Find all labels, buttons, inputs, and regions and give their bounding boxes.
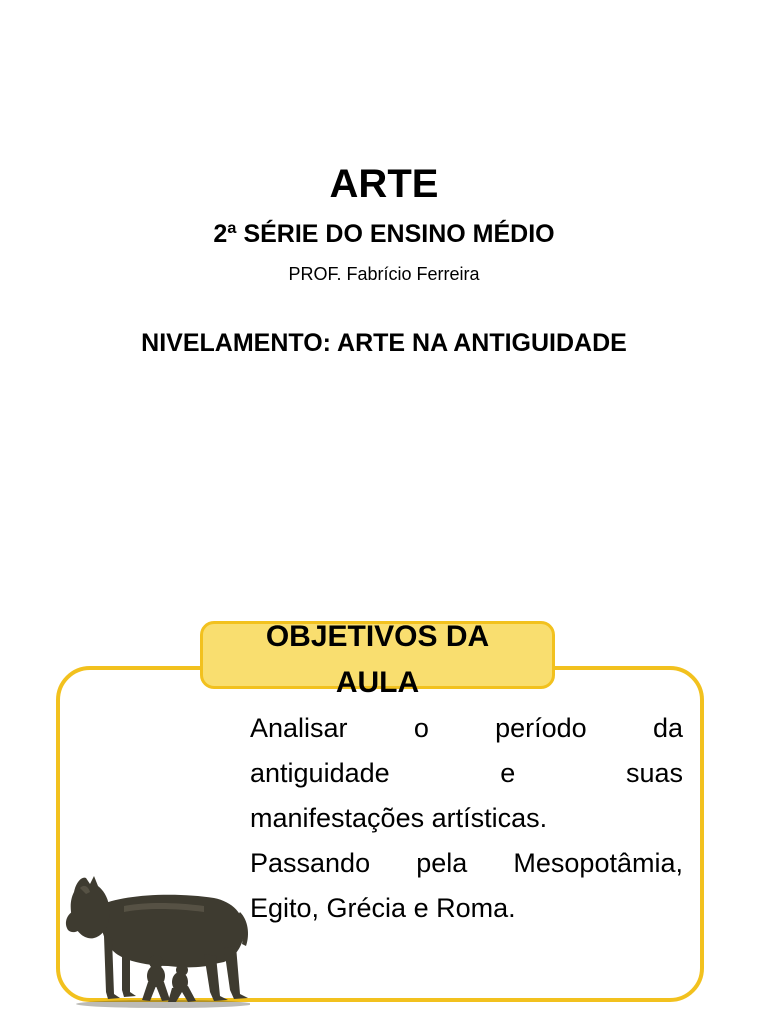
grade-subtitle: 2ª SÉRIE DO ENSINO MÉDIO [213, 220, 555, 248]
objectives-text [250, 706, 683, 931]
teacher-name: PROF. Fabrício Ferreira [288, 264, 480, 284]
topic-heading: NIVELAMENTO: ARTE NA ANTIGUIDADE [141, 329, 627, 357]
objectives-line-1: Analisar o período da [250, 713, 683, 743]
objectives-heading [200, 614, 555, 706]
page-title: ARTE [329, 162, 439, 206]
objectives-line-5: Egito, Grécia e Roma. [250, 893, 516, 923]
objectives-heading-line-2: AULA [335, 666, 420, 699]
objectives-line-2: antiguidade e suas [250, 758, 683, 788]
capitoline-wolf-icon [64, 872, 250, 1010]
objectives-line-3: manifestações artísticas. [250, 803, 548, 833]
objectives-heading-line-1: OBJETIVOS DA [265, 620, 490, 653]
objectives-line-4: Passando pela Mesopotâmia, [250, 848, 683, 878]
